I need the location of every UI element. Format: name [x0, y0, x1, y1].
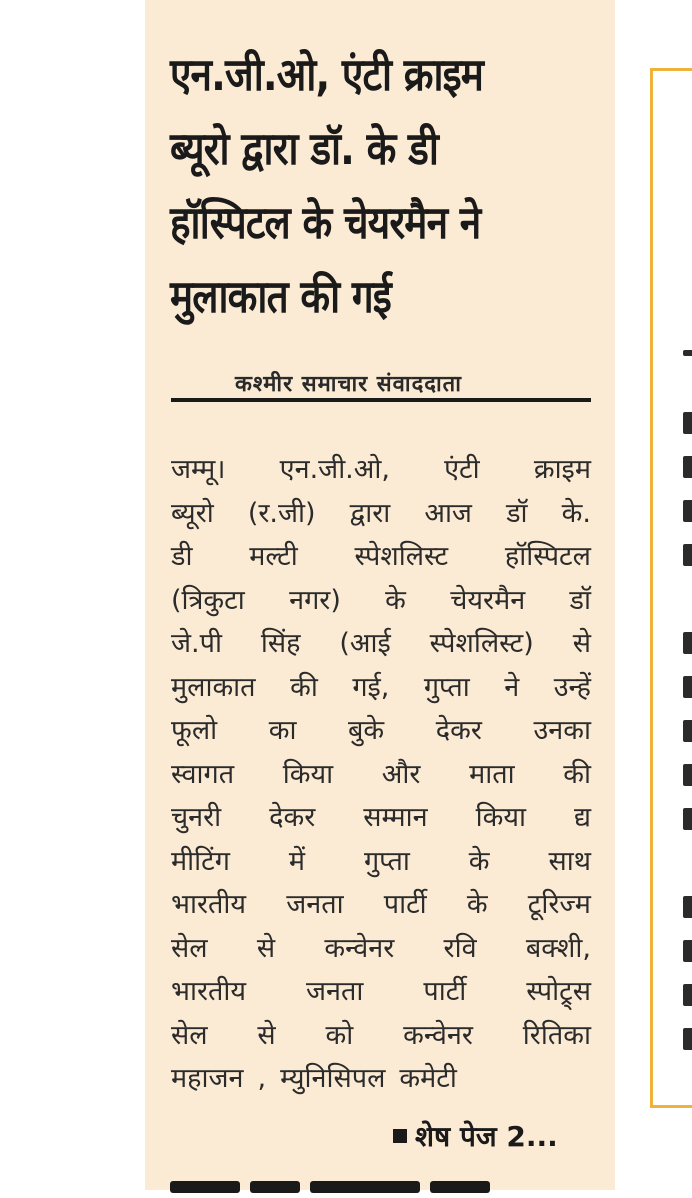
body-word: किया: [475, 802, 526, 833]
body-word: रवि: [443, 932, 477, 964]
body-word: के: [468, 845, 490, 877]
body-word: मीटिंग: [171, 845, 230, 877]
body-word: सेल: [171, 1019, 208, 1051]
body-word: ब्यूरो: [171, 497, 214, 529]
body-word: भारतीय: [171, 976, 247, 1007]
body-word: देकर: [269, 802, 316, 833]
body-word: और: [381, 758, 421, 790]
body-word: आज: [424, 497, 472, 529]
body-word: गई,: [352, 671, 390, 703]
body-word: जनता: [306, 976, 364, 1007]
cropped-text-fragment: [683, 632, 692, 654]
cropped-text-fragment: [683, 350, 692, 356]
left-margin: [0, 0, 145, 1190]
body-word: चुनरी: [171, 802, 222, 833]
body-word: बुके: [348, 715, 385, 746]
cropped-text-fragment: [683, 500, 692, 522]
body-word: नगर): [289, 584, 341, 616]
body-line: [171, 622, 591, 666]
body-word: क्राइम: [533, 454, 591, 485]
body-line: [171, 579, 591, 623]
body-word: के.: [561, 497, 591, 529]
body-word: माता: [469, 758, 515, 790]
body-word: महाजन: [171, 1063, 244, 1094]
body-line: [171, 753, 591, 797]
body-line: [171, 883, 591, 927]
body-word: से: [256, 932, 276, 964]
body-word: स्पेशलिस्ट: [354, 541, 449, 572]
body-word: द्वारा: [349, 497, 391, 529]
body-line: [171, 970, 591, 1014]
body-word: देकर: [435, 715, 482, 746]
article-body: [171, 448, 591, 1101]
body-word: स्वागत: [171, 758, 235, 790]
body-word: चेयरमैन: [450, 584, 526, 616]
headline-line: ब्यूरो द्वारा डॉ. के डी: [170, 122, 438, 175]
body-word: से: [257, 1019, 276, 1051]
next-article-headline-cropped: [170, 1178, 590, 1198]
body-word: भारतीय: [171, 889, 247, 920]
body-word: ,: [257, 1063, 267, 1094]
body-word: स्पेशलिस्ट): [429, 628, 534, 659]
body-word: की: [290, 671, 318, 703]
continued-note: [393, 1117, 558, 1155]
body-word: उन्हें: [553, 671, 591, 703]
body-word: फूलो: [171, 715, 218, 746]
body-word: में: [288, 845, 306, 877]
cropped-text-fragment: [683, 896, 692, 918]
body-line: [171, 666, 591, 710]
body-word: (र.जी): [247, 497, 316, 529]
body-word: कमेटी: [399, 1063, 457, 1094]
body-word: जम्मू।: [171, 454, 226, 485]
cropped-text-fragment: [683, 808, 692, 830]
byline: कश्मीर समाचार संवाददाता: [235, 372, 462, 397]
body-line: [171, 448, 591, 492]
headline: [170, 38, 540, 334]
body-word: कन्वेनर: [403, 1019, 473, 1051]
body-word: किया: [282, 758, 334, 790]
body-line: [171, 535, 591, 579]
headline-line: हॉस्पिटल के चेयरमैन ने: [170, 196, 481, 249]
body-word: सेल: [171, 932, 208, 964]
body-word: हॉस्पिटल: [504, 541, 591, 572]
body-word: स्पोट्र्स: [526, 976, 591, 1007]
body-line: [171, 840, 591, 884]
body-line: [171, 492, 591, 536]
body-line: [171, 796, 591, 840]
cropped-text-fragment: [683, 676, 692, 698]
byline-rule: [171, 398, 591, 402]
body-word: के: [466, 889, 488, 920]
body-word: मल्टी: [249, 541, 298, 572]
body-word: पार्टी: [383, 889, 427, 920]
cropped-text-fragment: [683, 720, 692, 742]
body-word: ने: [504, 671, 520, 703]
article-column: [145, 0, 615, 1190]
body-line: [171, 927, 591, 971]
headline-line: एन.जी.ओ, एंटी क्राइम: [170, 48, 484, 101]
cropped-text-fragment: [683, 412, 692, 434]
body-word: जनता: [286, 889, 344, 920]
body-word: डी: [171, 541, 193, 572]
body-word: एन.जी.ओ,: [279, 454, 390, 485]
body-word: को: [325, 1019, 354, 1051]
body-word: उनका: [533, 715, 591, 746]
cropped-text-fragment: [683, 544, 692, 566]
body-word: बक्शी,: [525, 932, 591, 964]
body-word: गुप्ता: [363, 845, 410, 877]
body-word: द्य: [573, 802, 591, 833]
body-word: डॉ: [569, 584, 591, 616]
body-word: की: [563, 758, 591, 790]
body-line: [171, 1014, 591, 1058]
square-bullet-icon: [393, 1129, 407, 1143]
body-word: डॉ: [506, 497, 528, 529]
cropped-text-fragment: [683, 764, 692, 786]
body-word: जे.पी: [171, 628, 222, 659]
body-word: म्युनिसिपल: [280, 1063, 386, 1094]
cropped-text-fragment: [683, 940, 692, 962]
body-word: सिंह: [260, 628, 301, 659]
body-word: (आई: [339, 628, 391, 659]
cropped-text-fragment: [683, 1028, 692, 1050]
body-word: के: [385, 584, 406, 616]
body-word: से: [572, 628, 591, 659]
body-word: एंटी: [444, 454, 480, 485]
body-word: कन्वेनर: [324, 932, 395, 964]
body-word: गुप्ता: [423, 671, 470, 703]
continued-text: शेष पेज 2...: [415, 1120, 558, 1153]
body-word: मुलाकात: [171, 671, 256, 703]
cropped-text-fragment: [683, 984, 692, 1006]
body-line: [171, 709, 591, 753]
body-word: सम्मान: [363, 802, 428, 833]
body-word: साथ: [548, 845, 591, 877]
cropped-text-fragment: [683, 456, 692, 478]
headline-line: मुलाकात की गई: [170, 270, 391, 323]
body-word: पार्टी: [423, 976, 467, 1007]
body-word: रितिका: [522, 1019, 591, 1051]
body-word: टूरिज्म: [527, 889, 591, 920]
body-word: का: [268, 715, 297, 746]
body-line: [171, 1057, 591, 1101]
body-word: (त्रिकुटा: [171, 584, 245, 616]
